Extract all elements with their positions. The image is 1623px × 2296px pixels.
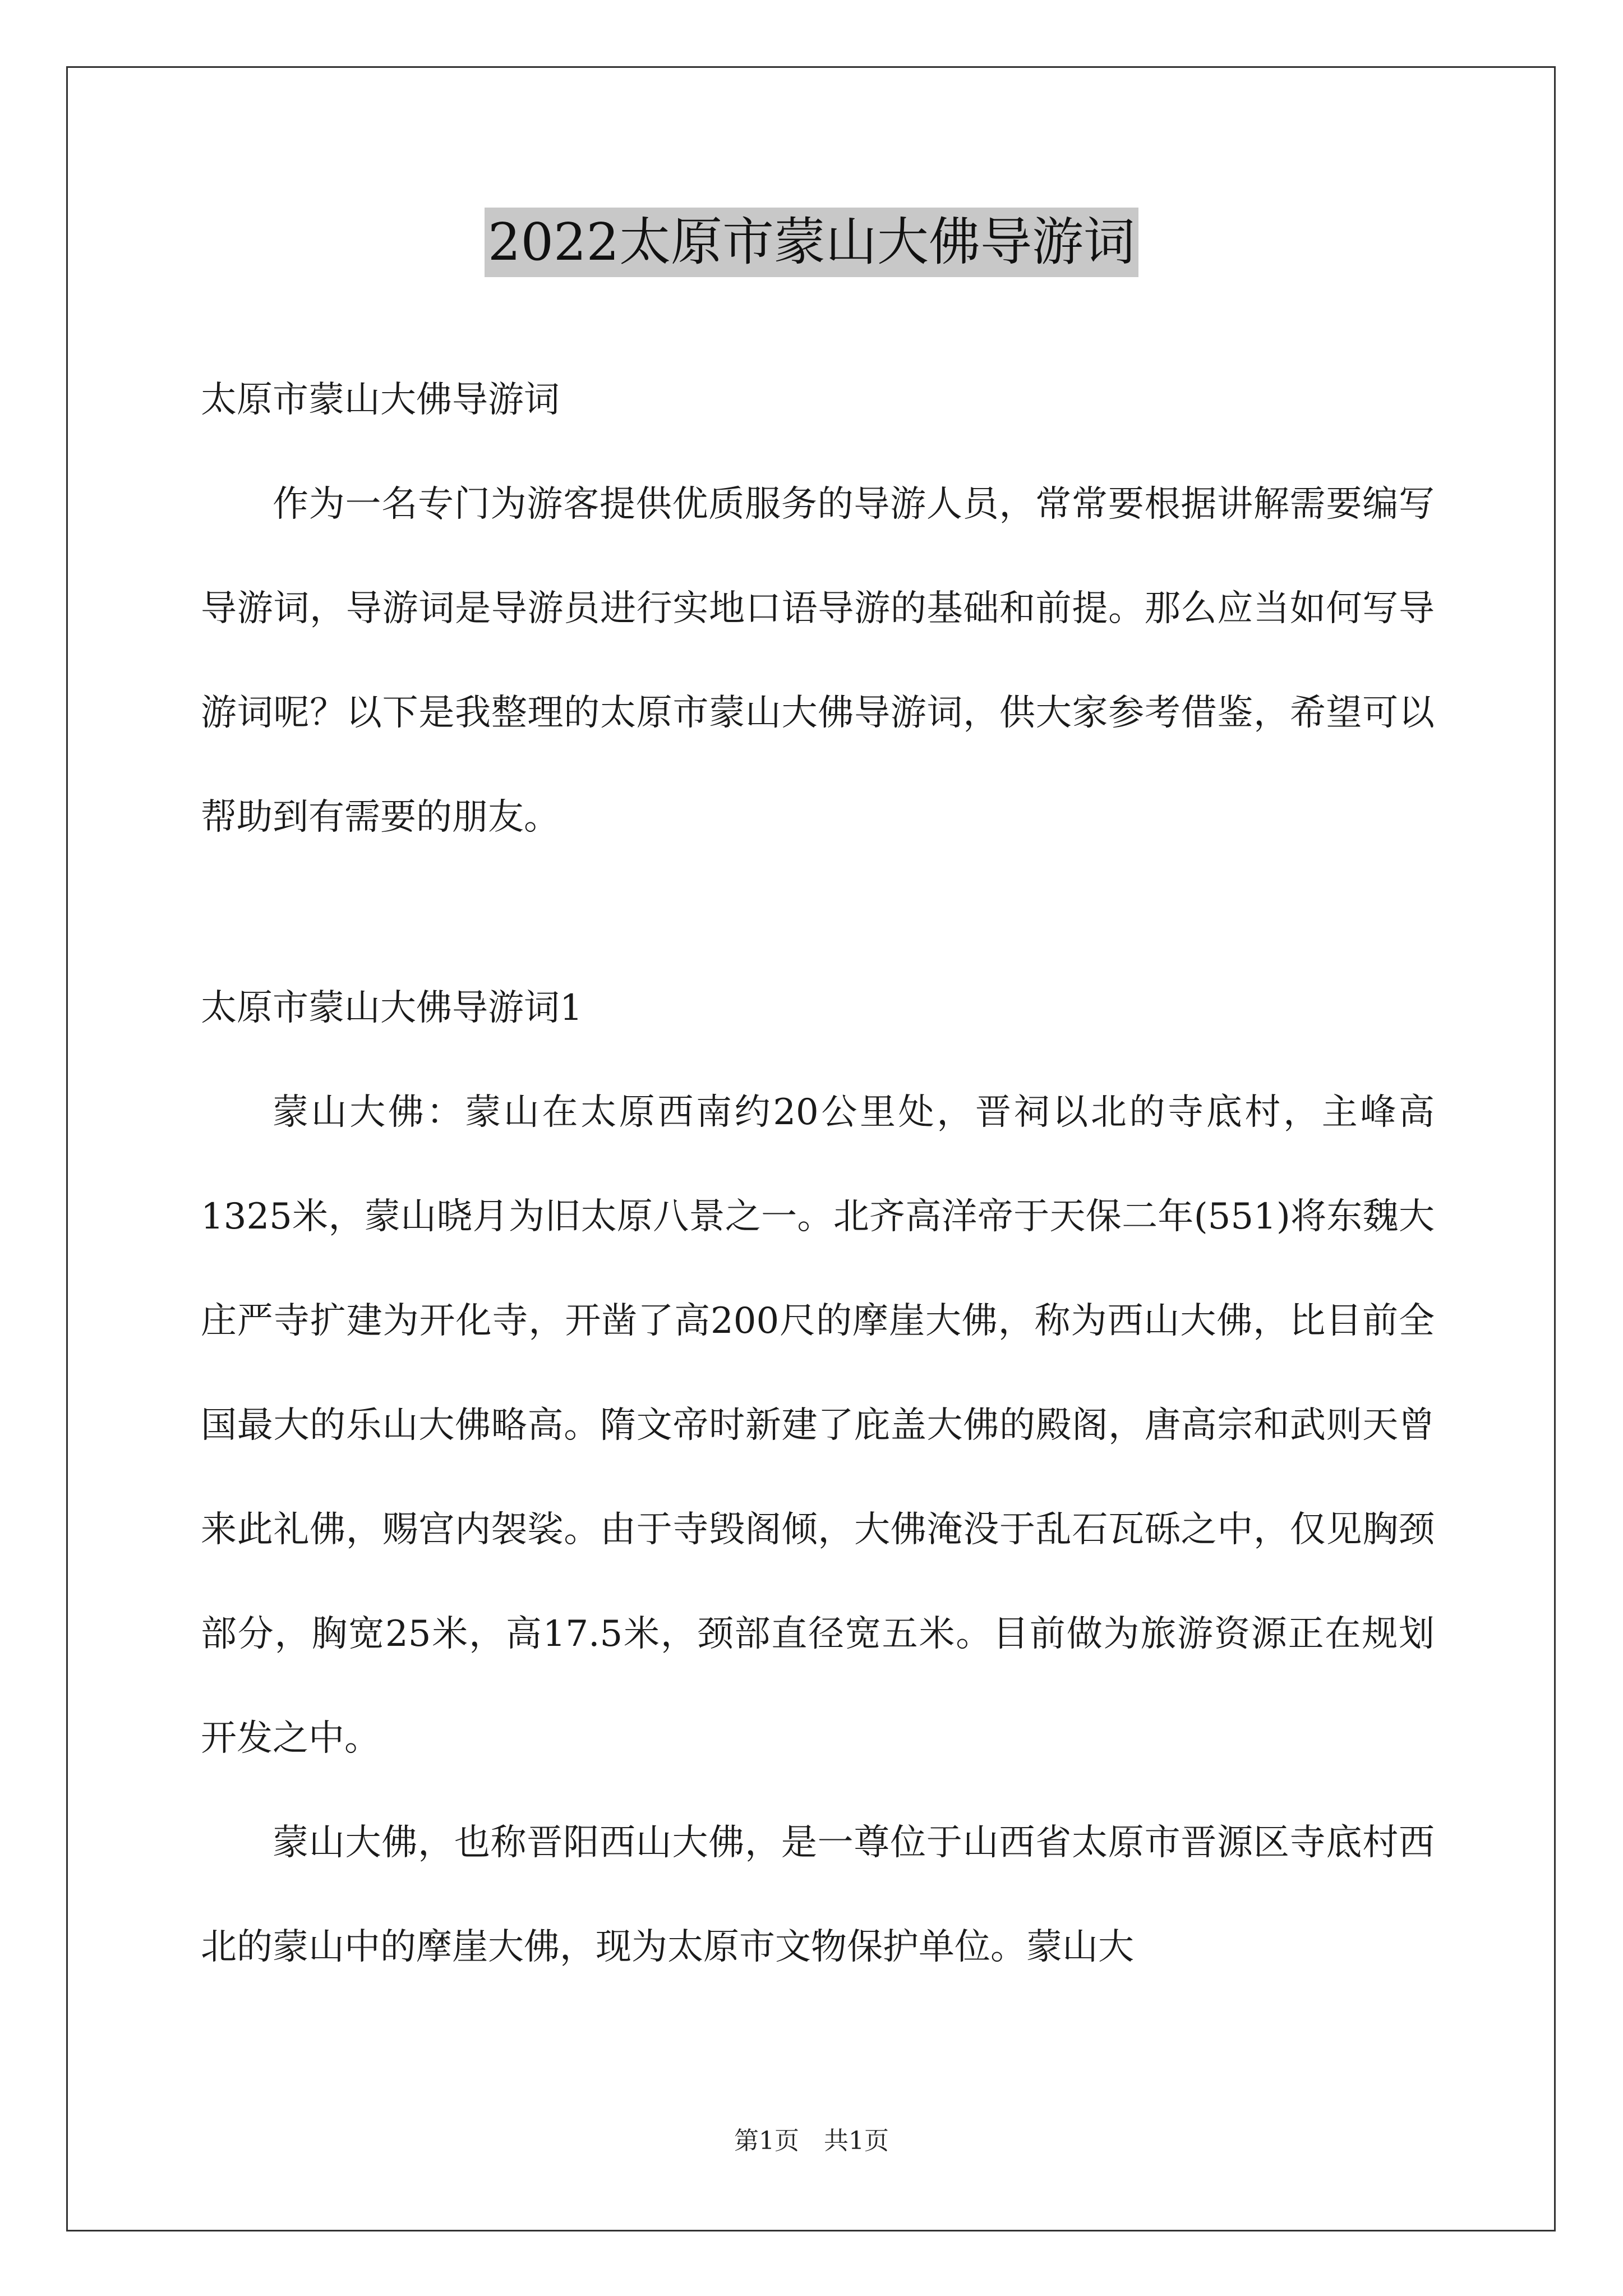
intro-paragraph: 作为一名专门为游客提供优质服务的导游人员，常常要根据讲解需要编写导游词，导游词是导游员进行实地口语导游的基础和前提。那么应当如何写导游词呢？以下是我整理的太原市蒙山大佛导游词，供大家参考借鉴，希望可以帮助到有需要的朋友。 (201, 484, 1435, 838)
title-container (0, 208, 1623, 277)
section-heading: 太原市蒙山大佛导游词1 (201, 987, 583, 1029)
body-paragraph-1: 蒙山大佛：蒙山在太原西南约20公里处，晋祠以北的寺底村，主峰高1325米，蒙山晓月为旧太原八景之一。北齐高洋帝于天保二年(551)将东魏大庄严寺扩建为开化寺，开凿了高200尺的摩崖大佛，称为西山大佛，比目前全国最大的乐山大佛略高。隋文帝时新建了庇盖大佛的殿阁，唐高宗和武则天曾来此礼佛，赐宫内袈裟。由于寺毁阁倾，大佛淹没于乱石瓦砾之中，仅见胸颈部分，胸宽25米，高17.5米，颈部直径宽五米。目前做为旅游资源正在规划开发之中。 (201, 1092, 1435, 1759)
document-subtitle: 太原市蒙山大佛导游词 (201, 379, 560, 421)
page-footer: 第1页 共1页 (734, 2127, 889, 2155)
section-spacer (201, 869, 1435, 956)
document-body (201, 348, 1435, 1999)
body-paragraph-2: 蒙山大佛，也称晋阳西山大佛，是一尊位于山西省太原市晋源区寺底村西北的蒙山中的摩崖大佛，现为太原市文物保护单位。蒙山大 (201, 1822, 1435, 1968)
document-title: 2022太原市蒙山大佛导游词 (485, 208, 1138, 277)
